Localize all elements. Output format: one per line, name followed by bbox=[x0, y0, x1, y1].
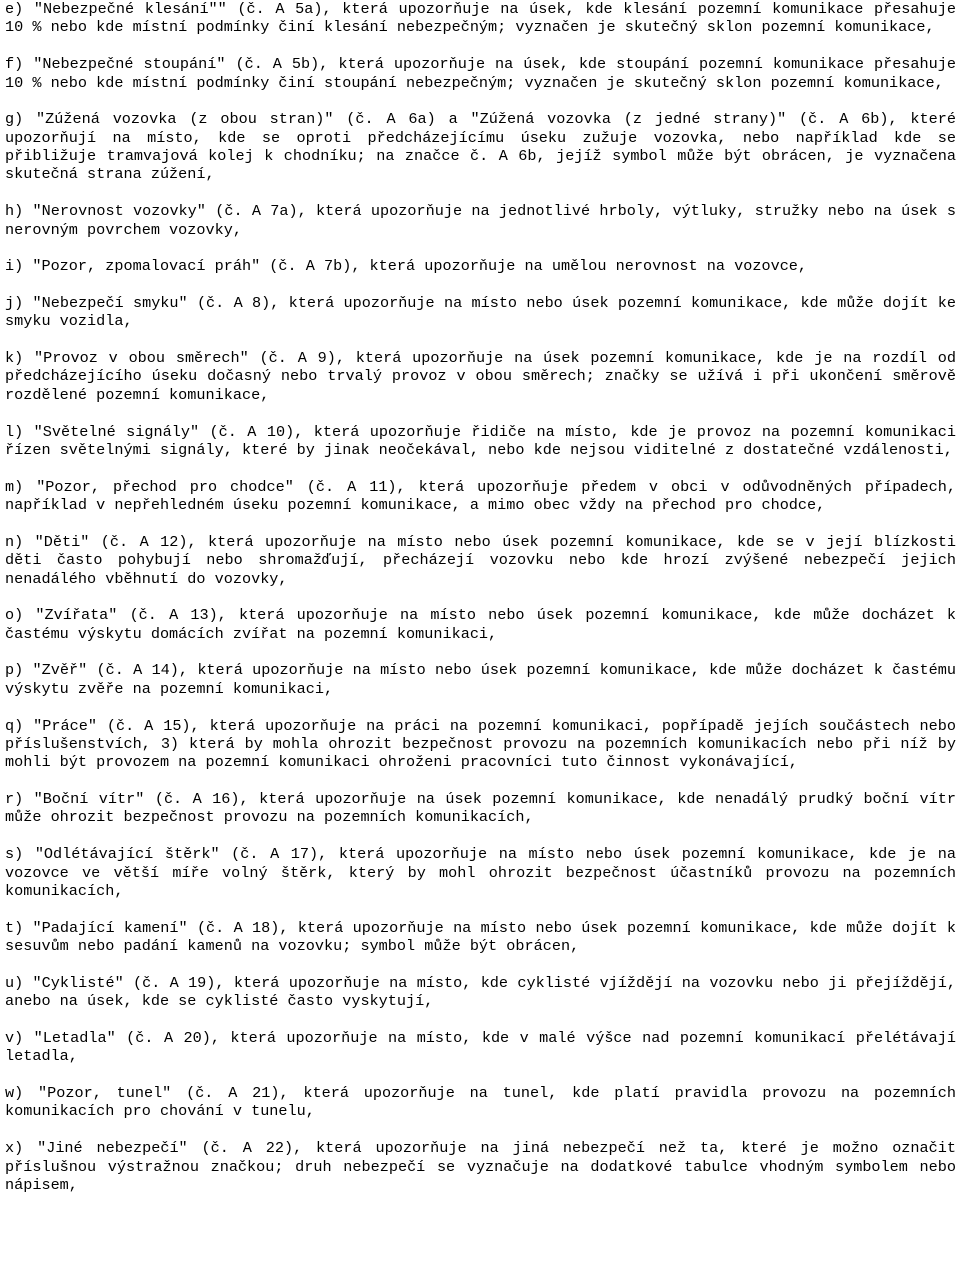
paragraph-o: o) "Zvířata" (č. A 13), která upozorňuje na místo nebo úsek pozemní komunikace, kde může docházet k častému výskytu domácích zvířat na pozemní komunikaci, bbox=[5, 606, 956, 643]
paragraph-k: k) "Provoz v obou směrech" (č. A 9), která upozorňuje na úsek pozemní komunikace, kde je na rozdíl od předcházejícího úseku dočasný nebo trvalý provoz v obou směrech; značky se užívá i při ukončení směrově rozdělené pozemní komunikace, bbox=[5, 349, 956, 404]
paragraph-j: j) "Nebezpečí smyku" (č. A 8), která upozorňuje na místo nebo úsek pozemní komunikace, kde může dojít ke smyku vozidla, bbox=[5, 293, 956, 331]
paragraph-v: v) "Letadla" (č. A 20), která upozorňuje na místo, kde v malé výšce nad pozemní komunikací přelétávají letadla, bbox=[5, 1028, 956, 1066]
paragraph-x: x) "Jiné nebezpečí" (č. A 22), která upozorňuje na jiná nebezpečí než ta, které je možno označit příslušnou výstražnou značkou; druh nebezpečí se vyznačuje na dodatkové tabulce vhodným symbolem nebo nápisem, bbox=[5, 1139, 956, 1194]
paragraph-l: l) "Světelné signály" (č. A 10), která upozorňuje řidiče na místo, kde je provoz na pozemní komunikaci řízen světelnými signály, které by jinak neočekával, nebo kde nejsou viditelné z dostatečné vzdálenosti, bbox=[5, 422, 956, 459]
paragraph-u: u) "Cyklisté" (č. A 19), která upozorňuje na místo, kde cyklisté vjíždějí na vozovku nebo ji přejíždějí, anebo na úsek, kde se cyklisté často vyskytují, bbox=[5, 973, 956, 1011]
paragraph-i: i) "Pozor, zpomalovací práh" (č. A 7b), která upozorňuje na umělou nerovnost na vozovce, bbox=[5, 257, 808, 276]
paragraph-m: m) "Pozor, přechod pro chodce" (č. A 11), která upozorňuje předem v obci v odůvodněných případech, například v nepřehledném úseku pozemní komunikace, a mimo obec vždy na přechod pro chodce, bbox=[5, 477, 956, 515]
paragraph-r: r) "Boční vítr" (č. A 16), která upozorňuje na úsek pozemní komunikace, kde nenadálý prudký boční vítr může ohrozit bezpečnost provozu na pozemních komunikacích, bbox=[5, 790, 956, 827]
paragraph-q: q) "Práce" (č. A 15), která upozorňuje na práci na pozemní komunikaci, popřípadě jejích součástech nebo příslušenstvích, 3) která by mohla ohrozit bezpečnost provozu na pozemních komunikacích nebo při níž by mohli být provozem na pozemní komunikaci ohroženi pracovníci tuto činnost vykonávající, bbox=[5, 716, 956, 772]
document-body bbox=[5, 0, 956, 1194]
paragraph-n: n) "Děti" (č. A 12), která upozorňuje na místo nebo úsek pozemní komunikace, kde se v její blízkosti děti často pohybují nebo shromažďují, přecházejí vozovku nebo kde hrozí zvýšené nebezpečí jejich nenadálého vběhnutí do vozovky, bbox=[5, 532, 956, 588]
paragraph-f: f) "Nebezpečné stoupání" (č. A 5b), která upozorňuje na úsek, kde stoupání pozemní komunikace přesahuje 10 % nebo kde místní podmínky činí stoupání nebezpečným; vyznačen je skutečný sklon pozemní komunikace, bbox=[5, 55, 956, 92]
paragraph-g: g) "Zúžená vozovka (z obou stran)" (č. A 6a) a "Zúžená vozovka (z jedné strany)" (č. A 6b), které upozorňují na místo, kde se oproti předcházejícímu úseku zužuje vozovka, nebo například kde se přibližuje tramvajová kolej k chodníku; na značce č. A 6b, jejíž symbol může být obrácen, je vyznačena skutečná strana zúžení, bbox=[5, 110, 956, 184]
paragraph-h: h) "Nerovnost vozovky" (č. A 7a), která upozorňuje na jednotlivé hrboly, výtluky, stružky nebo na úsek s nerovným povrchem vozovky, bbox=[5, 202, 956, 239]
paragraph-s: s) "Odlétávající štěrk" (č. A 17), která upozorňuje na místo nebo úsek pozemní komunikace, kde je na vozovce ve větší míře volný štěrk, který by mohl ohrozit bezpečnost účastníků provozu na pozemních komunikacích, bbox=[5, 845, 956, 900]
paragraph-t: t) "Padající kamení" (č. A 18), která upozorňuje na místo nebo úsek pozemní komunikace, kde může dojít k sesuvům nebo padání kamenů na vozovku; symbol může být obrácen, bbox=[5, 918, 956, 956]
paragraph-p: p) "Zvěř" (č. A 14), která upozorňuje na místo nebo úsek pozemní komunikace, kde může docházet k častému výskytu zvěře na pozemní komunikaci, bbox=[5, 661, 956, 698]
paragraph-w: w) "Pozor, tunel" (č. A 21), která upozorňuje na tunel, kde platí pravidla provozu na pozemních komunikacích pro chování v tunelu, bbox=[5, 1084, 956, 1121]
paragraph-e: e) "Nebezpečné klesání"" (č. A 5a), která upozorňuje na úsek, kde klesání pozemní komunikace přesahuje 10 % nebo kde místní podmínky činí klesání nebezpečným; vyznačen je skutečný sklon pozemní komunikace, bbox=[5, 0, 956, 37]
